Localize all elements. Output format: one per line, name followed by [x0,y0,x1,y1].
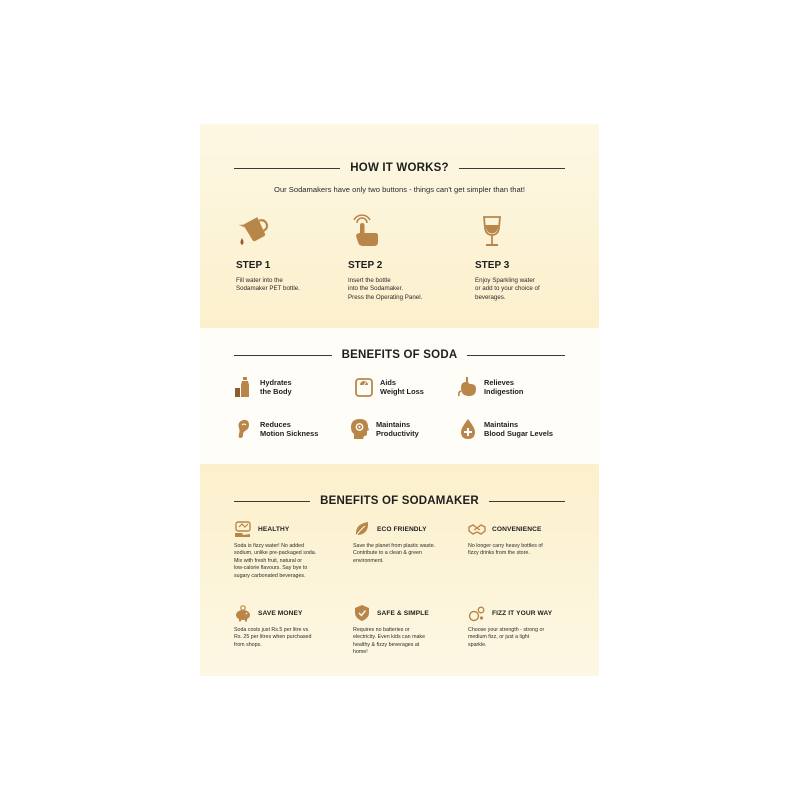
how-it-works-title-row [234,162,565,174]
benefit-weight-loss [354,376,424,398]
feature-healthy-desc: Soda is fizzy water! No added sodium, unlike pre-packaged soda. Mix with fresh fruit, natural or low-calorie flavours. Say bye to sugary carbonated beverages. [234,543,317,579]
benefit-motion-sickness [234,418,318,440]
bottle-glass-icon [234,376,254,398]
feature-convenience-desc: No longer carry heavy bottles of fizzy drinks from the store. [468,543,543,557]
title-rule-right [489,501,565,502]
benefits-of-soda-title: BENEFITS OF SODA [341,349,458,361]
shield-icon [353,604,371,622]
how-it-works-section [200,124,599,328]
benefit-productivity [350,418,419,440]
step-1 [236,214,346,294]
feature-safe-simple [353,604,465,657]
title-rule-left [234,355,332,356]
step-1-desc: Fill water into the Sodamaker PET bottle. [236,277,300,293]
stomach-icon [458,376,478,398]
benefit-indigestion-text: Relieves Indigestion [484,377,524,396]
ear-icon [234,418,254,440]
piggy-bank-icon [234,604,252,622]
wine-glass-icon [475,214,509,248]
benefit-indigestion [458,376,523,398]
title-rule-right [467,355,565,356]
title-rule-left [234,168,340,169]
benefits-of-soda-section [200,328,599,464]
feature-save-money-desc: Soda costs just Rs.5 per litre vs. Rs. 25 per litres when purchased from shops. [234,627,312,648]
feature-convenience [468,520,580,558]
step-2-desc: Insert the bottle into the Sodamaker. Press the Operating Panel. [348,277,423,301]
feature-safe-simple-desc: Requires no batteries or electricity. Even kids can make healthy & fizzy beverages at home! [353,627,426,656]
step-2-label: STEP 2 [348,260,383,271]
head-gear-icon [350,418,370,440]
step-2 [348,214,458,302]
how-it-works-subtitle: Our Sodamakers have only two buttons - things can't get simpler than that! [274,185,525,194]
handshake-icon [468,520,486,538]
feature-safe-simple-name: SAFE & SIMPLE [377,609,429,617]
sodamaker-flyer [200,124,599,676]
benefit-productivity-text: Maintains Productivity [376,419,419,438]
benefit-motion-sickness-text: Reduces Motion Sickness [260,419,319,438]
blood-drop-icon [458,418,478,440]
feature-convenience-name: CONVENIENCE [492,525,542,533]
feature-eco-friendly [353,520,465,565]
step-1-label: STEP 1 [236,260,271,271]
benefits-of-sodamaker-title: BENEFITS OF SODAMAKER [320,495,479,507]
benefits-of-sodamaker-section [200,464,599,676]
benefit-hydrates [234,376,292,398]
benefit-blood-sugar-text: Maintains Blood Sugar Levels [484,419,553,438]
title-rule-right [459,168,565,169]
how-it-works-title: HOW IT WORKS? [350,162,449,174]
step-3 [475,214,585,302]
bubbles-icon [468,604,486,622]
feature-fizz-it-your-way-desc: Choose your strength - strong or medium fizz, or just a light sparkle. [468,627,545,648]
title-rule-left [234,501,310,502]
feature-fizz-it-your-way [468,604,580,649]
feature-save-money [234,604,346,649]
feature-eco-friendly-desc: Save the planet from plastic waste. Contribute to a clean & green environment. [353,543,436,564]
scale-icon [354,376,374,398]
benefit-blood-sugar [458,418,553,440]
feature-fizz-it-your-way-name: FIZZ IT YOUR WAY [492,609,553,617]
healthy-hand-icon [234,520,252,538]
feature-healthy-name: HEALTHY [258,525,290,533]
feature-eco-friendly-name: ECO FRIENDLY [377,525,427,533]
step-3-label: STEP 3 [475,260,510,271]
feature-save-money-name: SAVE MONEY [258,609,303,617]
water-jug-icon [236,214,270,248]
benefit-hydrates-text: Hydrates the Body [260,377,292,396]
leaf-icon [353,520,371,538]
step-3-desc: Enjoy Sparkling water or add to your choice of beverages. [475,277,540,301]
benefit-weight-loss-text: Aids Weight Loss [380,377,424,396]
benefits-of-sodamaker-title-row [234,495,565,507]
feature-healthy [234,520,346,580]
benefits-of-soda-title-row [234,349,565,361]
finger-press-icon [348,214,382,248]
